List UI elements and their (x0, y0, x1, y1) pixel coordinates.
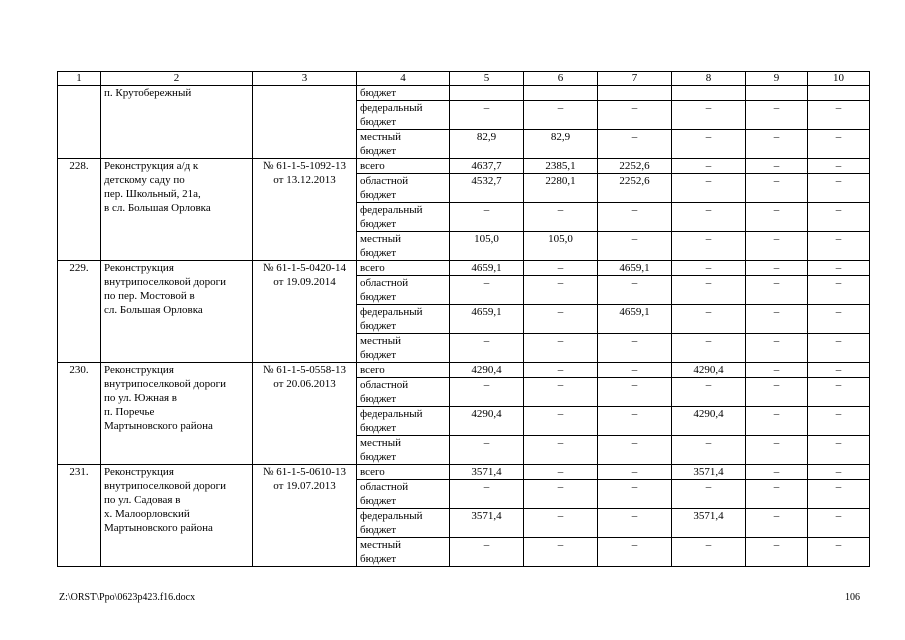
value-cell: – (598, 232, 672, 261)
value-cell: – (746, 276, 808, 305)
value-cell: 4290,4 (672, 363, 746, 378)
value-cell: 2280,1 (524, 174, 598, 203)
value-cell: – (672, 334, 746, 363)
document-path: Z:\ORST\Ppo\0623p423.f16.docx (59, 592, 196, 603)
value-cell: – (808, 538, 870, 567)
table-row (58, 86, 870, 101)
cell-line: Мартыновского района (104, 420, 213, 432)
value-cell: 2252,6 (598, 159, 672, 174)
value-cell: – (808, 232, 870, 261)
cell-line: бюджет (360, 495, 396, 507)
cell-line: бюджет (360, 349, 396, 361)
cell-line: областной (360, 481, 409, 493)
value-cell: – (598, 407, 672, 436)
cell-line: по пер. Мостовой в (104, 290, 195, 302)
value-cell: – (808, 378, 870, 407)
cell-line: № 61-1-5-1092-13 (263, 160, 346, 172)
value-cell: – (672, 538, 746, 567)
row-number: 230. (58, 363, 101, 465)
value-cell: – (672, 130, 746, 159)
funding-source (357, 232, 450, 261)
funding-source (357, 436, 450, 465)
cell-line: п. Крутобережный (104, 87, 192, 99)
cell-line: внутрипоселковой дороги (104, 378, 226, 390)
row-number: 229. (58, 261, 101, 363)
value-cell: – (746, 407, 808, 436)
value-cell: – (746, 509, 808, 538)
value-cell: – (672, 232, 746, 261)
value-cell: – (672, 159, 746, 174)
cell-line: местный (360, 437, 401, 449)
cell-line: местный (360, 539, 401, 551)
cell-line: х. Малоорловский (104, 508, 190, 520)
row-number: 231. (58, 465, 101, 567)
value-cell: – (524, 305, 598, 334)
cell-line: федеральный (360, 306, 423, 318)
value-cell: – (598, 203, 672, 232)
value-cell: – (746, 203, 808, 232)
row-number (58, 86, 101, 159)
cell-line: пер. Школьный, 21а, (104, 188, 201, 200)
value-cell: 3571,4 (672, 465, 746, 480)
value-cell: – (598, 378, 672, 407)
header-cell: 5 (450, 72, 524, 86)
value-cell: – (672, 174, 746, 203)
value-cell: – (524, 334, 598, 363)
table-row (58, 465, 870, 480)
value-cell: – (672, 261, 746, 276)
cell-line: федеральный (360, 204, 423, 216)
funding-source (357, 130, 450, 159)
value-cell (746, 86, 808, 101)
value-cell: – (598, 436, 672, 465)
value-cell: 105,0 (450, 232, 524, 261)
value-cell: – (524, 465, 598, 480)
value-cell: – (450, 436, 524, 465)
value-cell: – (598, 363, 672, 378)
value-cell: – (524, 101, 598, 130)
cell-line: местный (360, 335, 401, 347)
value-cell: – (746, 334, 808, 363)
cell-line: Реконструкция (104, 364, 174, 376)
cell-line: в сл. Большая Орловка (104, 202, 211, 214)
header-cell: 3 (253, 72, 357, 86)
cell-line: № 61-1-5-0610-13 (263, 466, 346, 478)
cell-line: № 61-1-5-0558-13 (263, 364, 346, 376)
value-cell: – (450, 101, 524, 130)
funding-source (357, 276, 450, 305)
funding-source (357, 305, 450, 334)
value-cell (808, 86, 870, 101)
value-cell (672, 86, 746, 101)
value-cell: – (524, 436, 598, 465)
funding-source (357, 334, 450, 363)
value-cell: – (808, 363, 870, 378)
value-cell: 4637,7 (450, 159, 524, 174)
value-cell: – (808, 305, 870, 334)
value-cell: 2385,1 (524, 159, 598, 174)
value-cell: – (450, 276, 524, 305)
cell-line: внутрипоселковой дороги (104, 480, 226, 492)
funding-source (357, 509, 450, 538)
cell-line: Реконструкция (104, 466, 174, 478)
table-row (58, 261, 870, 276)
value-cell: – (672, 378, 746, 407)
cell-line: бюджет (360, 553, 396, 565)
value-cell: 82,9 (450, 130, 524, 159)
value-cell: – (746, 538, 808, 567)
value-cell: – (524, 509, 598, 538)
row-number: 228. (58, 159, 101, 261)
cell-line: всего (360, 160, 385, 172)
value-cell: – (808, 334, 870, 363)
cell-line: Реконструкция а/д к (104, 160, 199, 172)
value-cell: – (598, 101, 672, 130)
value-cell: – (746, 159, 808, 174)
cell-line: бюджет (360, 189, 396, 201)
funding-source (357, 465, 450, 480)
value-cell: – (808, 276, 870, 305)
value-cell: – (746, 363, 808, 378)
value-cell: – (808, 159, 870, 174)
value-cell: – (672, 436, 746, 465)
value-cell: 4659,1 (450, 261, 524, 276)
value-cell: 4659,1 (450, 305, 524, 334)
table-row (58, 159, 870, 174)
value-cell: – (808, 436, 870, 465)
value-cell: – (808, 203, 870, 232)
header-cell: 4 (357, 72, 450, 86)
value-cell: 2252,6 (598, 174, 672, 203)
value-cell: 4290,4 (672, 407, 746, 436)
value-cell: 4532,7 (450, 174, 524, 203)
value-cell: – (808, 174, 870, 203)
value-cell: 4659,1 (598, 305, 672, 334)
funding-source (357, 363, 450, 378)
cell-line: детскому саду по (104, 174, 185, 186)
cell-line: по ул. Садовая в (104, 494, 181, 506)
header-cell: 6 (524, 72, 598, 86)
value-cell: – (746, 101, 808, 130)
page-number: 106 (845, 592, 860, 603)
header-cell: 7 (598, 72, 672, 86)
expertise-conclusion (253, 363, 357, 465)
value-cell: – (672, 305, 746, 334)
funding-source (357, 101, 450, 130)
cell-line: федеральный (360, 510, 423, 522)
value-cell: – (450, 334, 524, 363)
value-cell: – (524, 276, 598, 305)
value-cell: – (808, 101, 870, 130)
expertise-conclusion (253, 261, 357, 363)
value-cell: 82,9 (524, 130, 598, 159)
value-cell: – (746, 305, 808, 334)
cell-line: по ул. Южная в (104, 392, 177, 404)
cell-line: бюджет (360, 320, 396, 332)
value-cell: – (746, 480, 808, 509)
value-cell: – (450, 203, 524, 232)
table-row (58, 363, 870, 378)
value-cell: – (672, 101, 746, 130)
value-cell: – (598, 334, 672, 363)
funding-source (357, 203, 450, 232)
funding-source (357, 261, 450, 276)
value-cell: – (746, 465, 808, 480)
object-name (101, 465, 253, 567)
cell-line: № 61-1-5-0420-14 (263, 262, 346, 274)
cell-line: от 19.07.2013 (273, 480, 336, 492)
object-name (101, 363, 253, 465)
value-cell: – (524, 203, 598, 232)
expertise-conclusion (253, 465, 357, 567)
value-cell: – (672, 276, 746, 305)
funding-source (357, 159, 450, 174)
cell-line: всего (360, 466, 385, 478)
value-cell: – (746, 232, 808, 261)
value-cell: 3571,4 (450, 509, 524, 538)
value-cell: – (524, 363, 598, 378)
value-cell: – (524, 480, 598, 509)
cell-line: бюджет (360, 291, 396, 303)
funding-source (357, 86, 450, 101)
cell-line: бюджет (360, 116, 396, 128)
cell-line: бюджет (360, 87, 396, 99)
value-cell: – (450, 378, 524, 407)
column-number-header (58, 72, 870, 86)
cell-line: всего (360, 262, 385, 274)
value-cell: – (808, 480, 870, 509)
funding-source (357, 480, 450, 509)
cell-line: от 19.09.2014 (273, 276, 336, 288)
object-name (101, 159, 253, 261)
header-cell: 8 (672, 72, 746, 86)
value-cell: – (672, 203, 746, 232)
expertise-conclusion (253, 86, 357, 159)
cell-line: областной (360, 175, 409, 187)
value-cell: – (598, 276, 672, 305)
value-cell: – (524, 261, 598, 276)
value-cell: – (524, 378, 598, 407)
cell-line: местный (360, 233, 401, 245)
value-cell: – (746, 261, 808, 276)
value-cell: – (598, 465, 672, 480)
value-cell: – (598, 130, 672, 159)
cell-line: бюджет (360, 451, 396, 463)
value-cell: 3571,4 (450, 465, 524, 480)
cell-line: от 13.12.2013 (273, 174, 336, 186)
value-cell: 4290,4 (450, 407, 524, 436)
cell-line: от 20.06.2013 (273, 378, 336, 390)
value-cell: – (746, 174, 808, 203)
cell-line: Реконструкция (104, 262, 174, 274)
value-cell: – (746, 378, 808, 407)
value-cell: – (450, 538, 524, 567)
value-cell: – (450, 480, 524, 509)
cell-line: местный (360, 131, 401, 143)
cell-line: сл. Большая Орловка (104, 304, 203, 316)
cell-line: внутрипоселковой дороги (104, 276, 226, 288)
value-cell: – (524, 538, 598, 567)
value-cell: – (598, 480, 672, 509)
value-cell: – (672, 480, 746, 509)
value-cell: – (746, 130, 808, 159)
cell-line: областной (360, 379, 409, 391)
value-cell: – (598, 538, 672, 567)
header-cell: 1 (58, 72, 101, 86)
value-cell: – (808, 130, 870, 159)
cell-line: бюджет (360, 145, 396, 157)
value-cell (524, 86, 598, 101)
cell-line: бюджет (360, 393, 396, 405)
budget-table (57, 71, 870, 567)
cell-line: областной (360, 277, 409, 289)
value-cell: – (598, 509, 672, 538)
cell-line: всего (360, 364, 385, 376)
header-cell: 10 (808, 72, 870, 86)
header-cell: 2 (101, 72, 253, 86)
cell-line: Мартыновского района (104, 522, 213, 534)
cell-line: бюджет (360, 524, 396, 536)
funding-source (357, 538, 450, 567)
value-cell: – (808, 465, 870, 480)
object-name (101, 86, 253, 159)
value-cell: 4659,1 (598, 261, 672, 276)
value-cell: 4290,4 (450, 363, 524, 378)
object-name (101, 261, 253, 363)
value-cell (450, 86, 524, 101)
funding-source (357, 174, 450, 203)
value-cell: 3571,4 (672, 509, 746, 538)
cell-line: бюджет (360, 422, 396, 434)
value-cell: 105,0 (524, 232, 598, 261)
value-cell: – (808, 407, 870, 436)
value-cell: – (808, 509, 870, 538)
funding-source (357, 378, 450, 407)
value-cell (598, 86, 672, 101)
value-cell: – (524, 407, 598, 436)
header-cell: 9 (746, 72, 808, 86)
expertise-conclusion (253, 159, 357, 261)
value-cell: – (808, 261, 870, 276)
cell-line: п. Поречье (104, 406, 155, 418)
cell-line: бюджет (360, 218, 396, 230)
value-cell: – (746, 436, 808, 465)
cell-line: федеральный (360, 408, 423, 420)
funding-source (357, 407, 450, 436)
cell-line: бюджет (360, 247, 396, 259)
cell-line: федеральный (360, 102, 423, 114)
